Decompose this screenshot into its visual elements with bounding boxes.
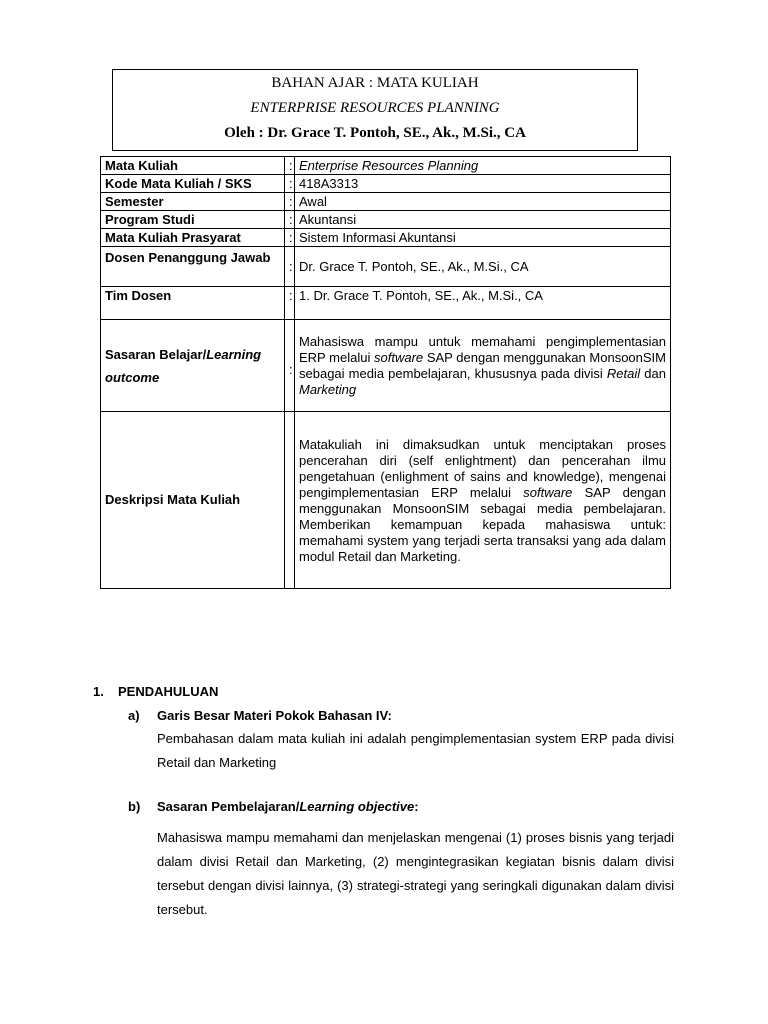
- row-value: Awal: [295, 193, 671, 211]
- row-colon: :: [285, 320, 295, 412]
- sasaran-value: Mahasiswa mampu untuk memahami pengimplementasian ERP melalui software SAP dengan menggunakan MonsoonSIM sebagai media pembelajaran, khususnya pada divisi Retail dan Marketing: [295, 320, 671, 412]
- row-value: 1. Dr. Grace T. Pontoh, SE., Ak., M.Si., CA: [295, 287, 671, 320]
- table-row: [101, 287, 671, 320]
- row-label: Semester: [101, 193, 285, 211]
- row-colon: :: [285, 175, 295, 193]
- row-value: Dr. Grace T. Pontoh, SE., Ak., M.Si., CA: [295, 247, 671, 287]
- table-row: [101, 157, 671, 175]
- row-colon: :: [285, 247, 295, 287]
- sasaran-label: Sasaran Belajar/Learning outcome: [101, 320, 285, 412]
- header-course-name: ENTERPRISE RESOURCES PLANNING: [250, 100, 500, 116]
- section-number: 1.: [93, 684, 104, 699]
- course-info-table: [100, 156, 671, 589]
- header-title: BAHAN AJAR : MATA KULIAH: [271, 75, 479, 91]
- table-row: [101, 175, 671, 193]
- document-header: [112, 69, 638, 151]
- subsection-a-label: a): [128, 708, 140, 723]
- table-row: [101, 320, 671, 412]
- row-colon-blank: [285, 412, 295, 589]
- row-colon: :: [285, 211, 295, 229]
- row-colon: :: [285, 287, 295, 320]
- subsection-b-text: Mahasiswa mampu memahami dan menjelaskan mengenai (1) proses bisnis yang terjadi dalam divisi Retail dan Marketing, (2) mengintegrasikan kegiatan bisnis dalam divisi tersebut dengan divisi lainnya, (3) strategi-strategi yang seringkali digunakan dalam divisi tersebut.: [157, 830, 674, 917]
- row-label: Program Studi: [101, 211, 285, 229]
- subsection-b-label: b): [128, 799, 141, 814]
- section-title: PENDAHULUAN: [118, 684, 219, 699]
- header-author: Oleh : Dr. Grace T. Pontoh, SE., Ak., M.Si., CA: [224, 125, 526, 141]
- row-value: Enterprise Resources Planning: [295, 157, 671, 175]
- table-row: [101, 412, 671, 589]
- row-label: Tim Dosen: [101, 287, 285, 320]
- row-label: Mata Kuliah: [101, 157, 285, 175]
- subsection-b-heading: Sasaran Pembelajaran/Learning objective:: [157, 799, 419, 814]
- row-value: 418A3313: [295, 175, 671, 193]
- row-colon: :: [285, 193, 295, 211]
- deskripsi-value: Matakuliah ini dimaksudkan untuk menciptakan proses pencerahan diri (self enlightment) dan pencerahan ilmu pengetahuan (enlighment of sains and knowledge), mengenai pengimplementasian ERP melalui software SAP dengan menggunakan MonsoonSIM sebagai media pembelajaran. Memberikan kemampuan kepada mahasiswa untuk: memahami system yang terjadi serta transaksi yang ada dalam modul Retail dan Marketing.: [295, 412, 671, 589]
- subsection-a-text: Pembahasan dalam mata kuliah ini adalah pengimplementasian system ERP pada divisi Retail dan Marketing: [157, 731, 674, 770]
- row-label: Dosen Penanggung Jawab: [101, 247, 285, 287]
- table-row: [101, 247, 671, 287]
- row-colon: :: [285, 157, 295, 175]
- row-label: Kode Mata Kuliah / SKS: [101, 175, 285, 193]
- deskripsi-label: Deskripsi Mata Kuliah: [101, 412, 285, 589]
- table-row: [101, 211, 671, 229]
- table-row: [101, 229, 671, 247]
- row-value: Akuntansi: [295, 211, 671, 229]
- table-row: [101, 193, 671, 211]
- row-value: Sistem Informasi Akuntansi: [295, 229, 671, 247]
- subsection-a-heading: Garis Besar Materi Pokok Bahasan IV:: [157, 708, 392, 723]
- row-colon: :: [285, 229, 295, 247]
- row-label: Mata Kuliah Prasyarat: [101, 229, 285, 247]
